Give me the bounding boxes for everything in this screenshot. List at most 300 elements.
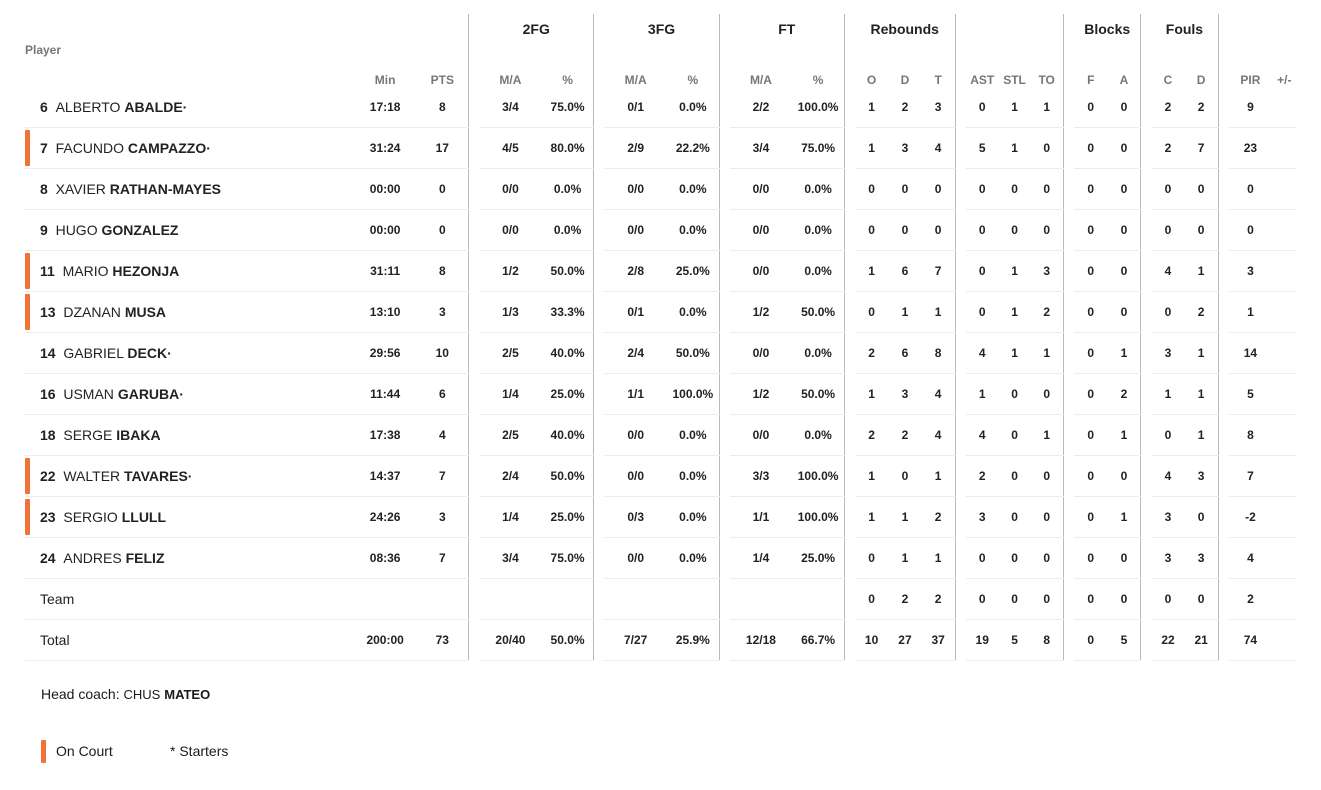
stat-stl: 0 bbox=[999, 415, 1030, 456]
group-fouls: Fouls bbox=[1165, 20, 1204, 37]
stat-to: 3 bbox=[1030, 251, 1063, 292]
stat-fg3-pct: 25.9% bbox=[667, 620, 719, 661]
player-first-name: GABRIEL bbox=[63, 345, 124, 361]
player-cell bbox=[25, 210, 354, 251]
stat-reb-o: 1 bbox=[855, 456, 888, 497]
group-3fg: 3FG bbox=[647, 20, 676, 37]
stat-fg2-pct: 80.0% bbox=[542, 128, 594, 169]
stat-blk-a: 0 bbox=[1107, 128, 1140, 169]
stat-ft-pct: 0.0% bbox=[792, 169, 844, 210]
stat-fg3-ma: 0/1 bbox=[604, 87, 667, 128]
stat-fg2-ma: 20/40 bbox=[479, 620, 542, 661]
stat-min: 24:26 bbox=[354, 497, 417, 538]
stat-ft-pct: 0.0% bbox=[792, 251, 844, 292]
stat-pir: 9 bbox=[1229, 87, 1273, 128]
stat-reb-o: 1 bbox=[855, 87, 888, 128]
player-cell bbox=[25, 620, 354, 661]
col-player: Player bbox=[25, 43, 62, 57]
player-row bbox=[25, 169, 1307, 210]
stat-ft-ma: 0/0 bbox=[730, 333, 793, 374]
stat-ft-pct: 25.0% bbox=[792, 538, 844, 579]
stat-foul-d: 0 bbox=[1185, 169, 1218, 210]
stat-pm bbox=[1272, 374, 1296, 415]
stat-fg3-ma: 0/1 bbox=[604, 292, 667, 333]
player-last-name: ABALDE· bbox=[124, 99, 188, 115]
stat-reb-d: 3 bbox=[888, 374, 921, 415]
stat-stl: 0 bbox=[999, 210, 1030, 251]
stat-foul-c: 0 bbox=[1151, 415, 1184, 456]
stat-pts: 6 bbox=[416, 374, 468, 415]
stat-fg3-ma: 0/0 bbox=[604, 456, 667, 497]
stat-blk-a: 1 bbox=[1107, 415, 1140, 456]
player-last-name: GARUBA· bbox=[117, 386, 184, 402]
stat-pts: 4 bbox=[416, 415, 468, 456]
stat-to: 1 bbox=[1030, 87, 1063, 128]
stat-ft-pct: 100.0% bbox=[792, 456, 844, 497]
stat-ft-ma: 3/3 bbox=[730, 456, 793, 497]
stat-fg3-ma: 1/1 bbox=[604, 374, 667, 415]
on-court-marker-icon bbox=[25, 458, 30, 494]
stat-stl: 1 bbox=[999, 333, 1030, 374]
stat-blk-f: 0 bbox=[1074, 210, 1107, 251]
player-first-name: MARIO bbox=[62, 263, 109, 279]
stat-blk-f: 0 bbox=[1074, 456, 1107, 497]
stat-blk-a: 0 bbox=[1107, 169, 1140, 210]
player-number: 11 bbox=[40, 263, 55, 279]
stat-ft-pct: 50.0% bbox=[792, 374, 844, 415]
stat-fg3-ma: 0/0 bbox=[604, 210, 667, 251]
stat-pts: 0 bbox=[416, 210, 468, 251]
stat-stl: 0 bbox=[999, 456, 1030, 497]
col-reb-d: D bbox=[900, 73, 910, 87]
stat-ft-ma: 12/18 bbox=[730, 620, 793, 661]
player-name[interactable] bbox=[25, 181, 354, 197]
stat-min: 17:38 bbox=[354, 415, 417, 456]
stat-min: 17:18 bbox=[354, 87, 417, 128]
col-blk-f: F bbox=[1087, 73, 1095, 87]
player-first-name: USMAN bbox=[63, 386, 114, 402]
stat-pts: 0 bbox=[416, 169, 468, 210]
player-last-name: MUSA bbox=[124, 304, 167, 320]
player-cell bbox=[25, 538, 354, 579]
player-first-name: HUGO bbox=[55, 222, 98, 238]
stat-reb-t: 37 bbox=[922, 620, 955, 661]
player-number: 24 bbox=[40, 550, 56, 566]
stat-min: 31:11 bbox=[354, 251, 417, 292]
stat-stl: 0 bbox=[999, 497, 1030, 538]
stat-foul-d: 1 bbox=[1185, 251, 1218, 292]
player-cell bbox=[25, 374, 354, 415]
player-name[interactable] bbox=[25, 509, 354, 525]
team-row bbox=[25, 579, 1307, 620]
player-row bbox=[25, 251, 1307, 292]
stat-blk-f: 0 bbox=[1074, 374, 1107, 415]
stat-blk-f: 0 bbox=[1074, 538, 1107, 579]
stat-fg2-ma: 1/4 bbox=[479, 374, 542, 415]
stat-foul-c: 1 bbox=[1151, 374, 1184, 415]
stat-fg3-pct: 0.0% bbox=[667, 87, 719, 128]
stat-fg3-ma: 0/3 bbox=[604, 497, 667, 538]
stat-foul-d: 3 bbox=[1185, 538, 1218, 579]
player-first-name: DZANAN bbox=[63, 304, 121, 320]
stat-ft-pct: 100.0% bbox=[792, 87, 844, 128]
stat-ft-ma: 1/2 bbox=[730, 292, 793, 333]
player-name[interactable] bbox=[25, 386, 354, 402]
legend-on-court: On Court bbox=[56, 743, 113, 759]
stat-fg3-ma: 0/0 bbox=[604, 538, 667, 579]
player-cell bbox=[25, 292, 354, 333]
on-court-marker-icon bbox=[25, 294, 30, 330]
col-min: Min bbox=[374, 73, 396, 87]
stat-reb-t: 0 bbox=[922, 169, 955, 210]
stat-reb-t: 0 bbox=[922, 210, 955, 251]
stat-pm bbox=[1272, 538, 1296, 579]
stat-reb-o: 1 bbox=[855, 497, 888, 538]
stat-ft-ma: 1/2 bbox=[730, 374, 793, 415]
stat-reb-t: 4 bbox=[922, 374, 955, 415]
stat-fg2-ma: 4/5 bbox=[479, 128, 542, 169]
stat-reb-o: 0 bbox=[855, 210, 888, 251]
stat-foul-d: 3 bbox=[1185, 456, 1218, 497]
stat-fg3-ma: 2/9 bbox=[604, 128, 667, 169]
stat-pm bbox=[1272, 620, 1296, 661]
stat-fg2-ma: 2/4 bbox=[479, 456, 542, 497]
stat-ast: 2 bbox=[966, 456, 999, 497]
stat-fg2-pct bbox=[542, 579, 594, 620]
stat-reb-t: 2 bbox=[922, 579, 955, 620]
total-row bbox=[25, 620, 1307, 661]
stat-ft-ma: 2/2 bbox=[730, 87, 793, 128]
on-court-marker-icon bbox=[25, 253, 30, 289]
on-court-marker-icon bbox=[25, 130, 30, 166]
stat-pts: 3 bbox=[416, 497, 468, 538]
stat-reb-t: 2 bbox=[922, 497, 955, 538]
stat-ast: 19 bbox=[966, 620, 999, 661]
player-first-name: SERGE bbox=[63, 427, 113, 443]
stat-fg2-pct: 50.0% bbox=[542, 620, 594, 661]
stat-reb-t: 1 bbox=[922, 292, 955, 333]
stat-fg2-pct: 75.0% bbox=[542, 87, 594, 128]
stat-ft-ma: 0/0 bbox=[730, 169, 793, 210]
stat-reb-t: 8 bbox=[922, 333, 955, 374]
stat-blk-f: 0 bbox=[1074, 497, 1107, 538]
col-pir: PIR bbox=[1240, 73, 1261, 87]
player-cell bbox=[25, 497, 354, 538]
player-first-name: SERGIO bbox=[63, 509, 118, 525]
stat-fg3-pct: 0.0% bbox=[667, 538, 719, 579]
stat-blk-a: 0 bbox=[1107, 456, 1140, 497]
stat-ast: 0 bbox=[966, 579, 999, 620]
stat-foul-d: 1 bbox=[1185, 333, 1218, 374]
stat-pts: 7 bbox=[416, 538, 468, 579]
stat-to: 0 bbox=[1030, 497, 1063, 538]
stat-blk-a: 2 bbox=[1107, 374, 1140, 415]
stat-pts: 17 bbox=[416, 128, 468, 169]
stat-fg3-ma bbox=[604, 579, 667, 620]
player-last-name: GONZALEZ bbox=[101, 222, 179, 238]
stat-reb-o: 1 bbox=[855, 128, 888, 169]
stat-to: 2 bbox=[1030, 292, 1063, 333]
stat-reb-o: 1 bbox=[855, 251, 888, 292]
player-name[interactable] bbox=[25, 304, 354, 320]
stat-ft-pct: 0.0% bbox=[792, 333, 844, 374]
stat-ft-pct: 0.0% bbox=[792, 210, 844, 251]
stat-reb-o: 0 bbox=[855, 579, 888, 620]
stat-fg2-pct: 33.3% bbox=[542, 292, 594, 333]
legend-starters: * Starters bbox=[170, 743, 229, 759]
player-name[interactable] bbox=[25, 345, 354, 361]
col-ft-pct: % bbox=[812, 73, 824, 87]
col-plus-minus: +/- bbox=[1277, 73, 1292, 87]
stat-foul-d: 1 bbox=[1185, 374, 1218, 415]
player-name[interactable] bbox=[25, 140, 354, 156]
col-stl: STL bbox=[1003, 73, 1026, 87]
stat-min: 200:00 bbox=[354, 620, 417, 661]
stat-fg3-pct: 0.0% bbox=[667, 456, 719, 497]
stat-to: 0 bbox=[1030, 128, 1063, 169]
stat-pir: 2 bbox=[1229, 579, 1273, 620]
stat-pir: 5 bbox=[1229, 374, 1273, 415]
stat-blk-a: 1 bbox=[1107, 497, 1140, 538]
stat-fg3-pct: 22.2% bbox=[667, 128, 719, 169]
head-coach-first-name: CHUS bbox=[123, 687, 161, 702]
stat-foul-d: 0 bbox=[1185, 579, 1218, 620]
stat-reb-d: 2 bbox=[888, 415, 921, 456]
stat-ft-pct: 75.0% bbox=[792, 128, 844, 169]
stat-fg2-ma: 1/3 bbox=[479, 292, 542, 333]
stat-pm bbox=[1272, 292, 1296, 333]
stat-pm bbox=[1272, 251, 1296, 292]
col-foul-c: C bbox=[1163, 73, 1173, 87]
stat-ast: 0 bbox=[966, 169, 999, 210]
stat-ft-ma: 1/4 bbox=[730, 538, 793, 579]
stat-ast: 4 bbox=[966, 415, 999, 456]
stat-fg3-pct bbox=[667, 579, 719, 620]
player-cell bbox=[25, 87, 354, 128]
stat-ft-ma: 0/0 bbox=[730, 210, 793, 251]
stat-reb-d: 6 bbox=[888, 333, 921, 374]
stat-stl: 1 bbox=[999, 87, 1030, 128]
player-number: 9 bbox=[40, 222, 48, 238]
player-name[interactable] bbox=[25, 468, 354, 484]
stat-ft-pct bbox=[792, 579, 844, 620]
row-label: Total bbox=[40, 632, 70, 648]
stat-reb-d: 0 bbox=[888, 169, 921, 210]
player-number: 14 bbox=[40, 345, 56, 361]
stat-min: 11:44 bbox=[354, 374, 417, 415]
stat-to: 0 bbox=[1030, 456, 1063, 497]
head-coach-last-name: MATEO bbox=[164, 687, 211, 702]
player-number: 13 bbox=[40, 304, 56, 320]
stat-ft-pct: 50.0% bbox=[792, 292, 844, 333]
player-number: 8 bbox=[40, 181, 48, 197]
stat-fg2-ma: 3/4 bbox=[479, 87, 542, 128]
stat-fg2-pct: 0.0% bbox=[542, 169, 594, 210]
stat-pir: 7 bbox=[1229, 456, 1273, 497]
player-cell bbox=[25, 415, 354, 456]
stat-reb-d: 1 bbox=[888, 292, 921, 333]
stat-reb-d: 2 bbox=[888, 579, 921, 620]
player-row bbox=[25, 456, 1307, 497]
stat-fg3-pct: 0.0% bbox=[667, 292, 719, 333]
stat-blk-a: 0 bbox=[1107, 292, 1140, 333]
player-last-name: RATHAN-MAYES bbox=[109, 181, 222, 197]
player-last-name: LLULL bbox=[121, 509, 167, 525]
stat-blk-f: 0 bbox=[1074, 128, 1107, 169]
stat-fg2-pct: 25.0% bbox=[542, 374, 594, 415]
player-row bbox=[25, 210, 1307, 251]
stat-foul-c: 0 bbox=[1151, 292, 1184, 333]
col-blk-a: A bbox=[1119, 73, 1129, 87]
stat-pts bbox=[416, 579, 468, 620]
stat-pts: 7 bbox=[416, 456, 468, 497]
stat-blk-a: 0 bbox=[1107, 251, 1140, 292]
stat-stl: 5 bbox=[999, 620, 1030, 661]
stat-ast: 0 bbox=[966, 87, 999, 128]
stat-pm bbox=[1272, 456, 1296, 497]
stat-fg2-pct: 50.0% bbox=[542, 251, 594, 292]
player-name[interactable] bbox=[25, 99, 354, 115]
stat-foul-d: 21 bbox=[1185, 620, 1218, 661]
stat-foul-d: 0 bbox=[1185, 210, 1218, 251]
player-name[interactable] bbox=[25, 263, 354, 279]
stat-foul-c: 3 bbox=[1151, 538, 1184, 579]
stat-fg3-pct: 0.0% bbox=[667, 415, 719, 456]
stat-blk-a: 0 bbox=[1107, 579, 1140, 620]
stat-stl: 1 bbox=[999, 292, 1030, 333]
player-number: 16 bbox=[40, 386, 56, 402]
stat-to: 1 bbox=[1030, 333, 1063, 374]
stat-blk-f: 0 bbox=[1074, 169, 1107, 210]
player-name[interactable] bbox=[25, 550, 354, 566]
player-first-name: ALBERTO bbox=[55, 99, 121, 115]
stat-min: 00:00 bbox=[354, 210, 417, 251]
stat-blk-a: 5 bbox=[1107, 620, 1140, 661]
stat-foul-c: 4 bbox=[1151, 456, 1184, 497]
col-3fg-ma: M/A bbox=[624, 73, 647, 87]
stat-pm bbox=[1272, 579, 1296, 620]
stat-pm bbox=[1272, 333, 1296, 374]
column-header-row bbox=[25, 43, 1307, 87]
stat-fg2-pct: 0.0% bbox=[542, 210, 594, 251]
stat-pm bbox=[1272, 210, 1296, 251]
table-body bbox=[25, 87, 1307, 661]
stat-min: 00:00 bbox=[354, 169, 417, 210]
group-header-row bbox=[25, 14, 1307, 43]
stat-stl: 0 bbox=[999, 579, 1030, 620]
player-cell bbox=[25, 251, 354, 292]
stat-min bbox=[354, 579, 417, 620]
stat-to: 8 bbox=[1030, 620, 1063, 661]
player-last-name: HEZONJA bbox=[112, 263, 180, 279]
player-number: 6 bbox=[40, 99, 48, 115]
stat-blk-f: 0 bbox=[1074, 333, 1107, 374]
player-name[interactable] bbox=[25, 222, 354, 238]
stat-fg3-ma: 2/8 bbox=[604, 251, 667, 292]
stat-reb-o: 0 bbox=[855, 292, 888, 333]
stat-fg3-pct: 0.0% bbox=[667, 210, 719, 251]
stat-blk-a: 0 bbox=[1107, 538, 1140, 579]
stat-foul-c: 2 bbox=[1151, 128, 1184, 169]
stat-fg2-pct: 40.0% bbox=[542, 415, 594, 456]
on-court-marker-icon bbox=[41, 740, 46, 763]
stat-pir: -2 bbox=[1229, 497, 1273, 538]
stat-blk-a: 1 bbox=[1107, 333, 1140, 374]
stat-pts: 8 bbox=[416, 251, 468, 292]
stat-foul-c: 22 bbox=[1151, 620, 1184, 661]
stat-ft-ma: 3/4 bbox=[730, 128, 793, 169]
player-number: 23 bbox=[40, 509, 56, 525]
player-last-name: CAMPAZZO· bbox=[127, 140, 211, 156]
stat-blk-a: 0 bbox=[1107, 87, 1140, 128]
stat-fg3-ma: 0/0 bbox=[604, 415, 667, 456]
player-row bbox=[25, 128, 1307, 169]
stat-fg3-pct: 0.0% bbox=[667, 497, 719, 538]
stat-ft-ma: 0/0 bbox=[730, 415, 793, 456]
col-ft-ma: M/A bbox=[749, 73, 772, 87]
stat-foul-d: 2 bbox=[1185, 87, 1218, 128]
stat-to: 0 bbox=[1030, 169, 1063, 210]
stat-reb-d: 1 bbox=[888, 497, 921, 538]
stat-to: 0 bbox=[1030, 210, 1063, 251]
stat-ast: 0 bbox=[966, 538, 999, 579]
stat-pts: 10 bbox=[416, 333, 468, 374]
stat-reb-d: 1 bbox=[888, 538, 921, 579]
row-label: Team bbox=[40, 591, 75, 607]
stat-pir: 8 bbox=[1229, 415, 1273, 456]
stat-fg3-pct: 25.0% bbox=[667, 251, 719, 292]
stat-reb-d: 0 bbox=[888, 210, 921, 251]
stat-reb-t: 4 bbox=[922, 128, 955, 169]
head-coach bbox=[41, 686, 210, 702]
stat-fg3-pct: 50.0% bbox=[667, 333, 719, 374]
player-name bbox=[25, 591, 354, 607]
stat-foul-d: 1 bbox=[1185, 415, 1218, 456]
stat-pm bbox=[1272, 415, 1296, 456]
stat-to: 0 bbox=[1030, 538, 1063, 579]
stat-fg2-ma: 0/0 bbox=[479, 169, 542, 210]
stat-ft-pct: 100.0% bbox=[792, 497, 844, 538]
stat-foul-c: 3 bbox=[1151, 333, 1184, 374]
stat-fg3-pct: 0.0% bbox=[667, 169, 719, 210]
stat-reb-d: 27 bbox=[888, 620, 921, 661]
player-cell bbox=[25, 456, 354, 497]
stat-pir: 3 bbox=[1229, 251, 1273, 292]
stat-foul-d: 2 bbox=[1185, 292, 1218, 333]
stat-foul-c: 3 bbox=[1151, 497, 1184, 538]
group-blocks: Blocks bbox=[1084, 20, 1131, 37]
player-number: 18 bbox=[40, 427, 56, 443]
col-2fg-pct: % bbox=[562, 73, 573, 87]
stat-ft-ma bbox=[730, 579, 793, 620]
stat-fg2-ma bbox=[479, 579, 542, 620]
player-last-name: FELIZ bbox=[125, 550, 165, 566]
stat-pm bbox=[1272, 169, 1296, 210]
stat-reb-o: 2 bbox=[855, 415, 888, 456]
stat-pts: 8 bbox=[416, 87, 468, 128]
stat-pir: 23 bbox=[1229, 128, 1273, 169]
col-foul-d: D bbox=[1196, 73, 1206, 87]
stat-ft-pct: 0.0% bbox=[792, 415, 844, 456]
group-rebounds: Rebounds bbox=[870, 20, 939, 37]
stat-min: 13:10 bbox=[354, 292, 417, 333]
stat-blk-f: 0 bbox=[1074, 292, 1107, 333]
player-cell bbox=[25, 333, 354, 374]
player-name[interactable] bbox=[25, 427, 354, 443]
stat-fg2-ma: 0/0 bbox=[479, 210, 542, 251]
group-2fg: 2FG bbox=[522, 20, 550, 37]
player-first-name: WALTER bbox=[63, 468, 121, 484]
